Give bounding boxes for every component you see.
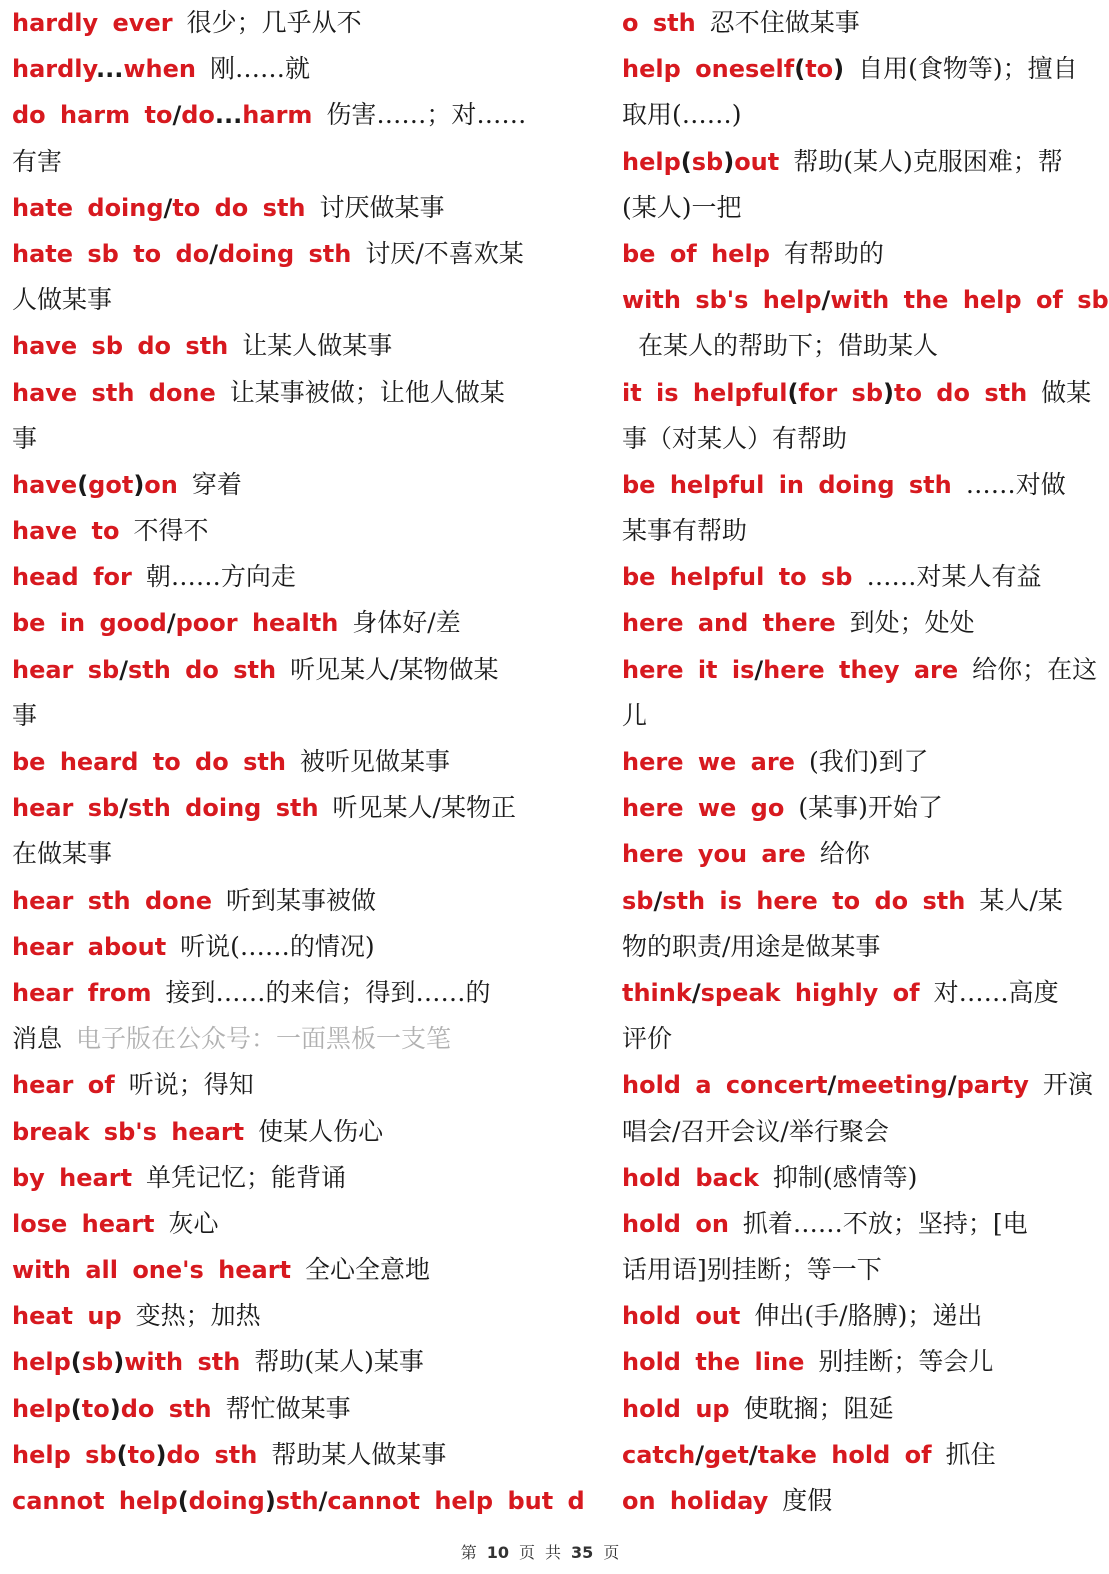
english-phrase: think/speak highly of — [622, 978, 920, 1007]
vocab-line — [622, 1386, 1072, 1432]
chinese-meaning: 讨厌做某事 — [319, 192, 445, 222]
chinese-meaning: 听说(……的情况) — [180, 931, 375, 961]
english-phrase: here we are — [622, 748, 795, 776]
chinese-meaning: (我们)到了 — [808, 747, 929, 776]
english-phrase: hear from — [12, 978, 152, 1007]
vocab-line — [12, 462, 527, 508]
chinese-meaning: 某人/某 — [979, 885, 1063, 915]
chinese-meaning: 自用(食物等)；擅自 — [858, 54, 1078, 84]
chinese-meaning: 事 — [12, 423, 38, 453]
chinese-meaning: 听到某事被做 — [225, 885, 376, 915]
english-phrase: hear about — [12, 932, 167, 961]
vocab-line — [622, 1155, 1072, 1201]
english-phrase: hear sb/sth doing sth — [12, 794, 319, 823]
chinese-meaning: 做某 — [1041, 377, 1092, 407]
chinese-meaning: 别挂断；等会儿 — [818, 1347, 994, 1377]
chinese-meaning: 不得不 — [133, 516, 209, 546]
vocab-line — [12, 739, 527, 785]
english-phrase: by heart — [12, 1163, 133, 1192]
chinese-meaning: 某事有帮助 — [622, 516, 748, 546]
vocab-line — [12, 231, 527, 277]
chinese-meaning: 话用语]别挂断；等一下 — [622, 1255, 882, 1285]
english-phrase: here it is/here they are — [622, 655, 959, 684]
vocab-line — [622, 924, 1072, 970]
chinese-meaning: 刚……就 — [209, 54, 310, 84]
vocab-line — [12, 647, 527, 693]
english-phrase: hear sth done — [12, 886, 212, 915]
vocab-line — [622, 554, 1072, 600]
chinese-meaning: 单凭记忆；能背诵 — [146, 1162, 347, 1192]
english-phrase: with sb's help/with the help of sb — [622, 286, 1109, 315]
right-column — [622, 0, 1109, 1524]
chinese-meaning: 给你 — [819, 839, 870, 869]
vocab-line — [12, 785, 527, 831]
vocab-line — [622, 185, 1072, 231]
chinese-meaning: 帮助某人做某事 — [271, 1439, 447, 1469]
chinese-meaning: 有帮助的 — [783, 238, 884, 268]
english-phrase: have to — [12, 517, 120, 546]
footer-page-number: 10 — [486, 1543, 509, 1562]
vocab-line — [12, 1109, 527, 1155]
vocab-line — [12, 1478, 585, 1524]
chinese-meaning: 人做某事 — [12, 285, 113, 315]
chinese-meaning: 灰心 — [168, 1208, 219, 1238]
footer-suffix: 页 — [603, 1543, 620, 1562]
english-phrase: here we go — [622, 794, 785, 823]
vocab-line — [622, 693, 1072, 739]
english-phrase: help sb(to)do sth — [12, 1440, 258, 1469]
english-phrase: help(sb)out — [622, 147, 780, 176]
vocab-line — [622, 1062, 1093, 1108]
english-phrase: hold the line — [622, 1348, 805, 1377]
english-phrase: hold out — [622, 1302, 741, 1331]
vocab-line — [622, 600, 1072, 646]
vocab-line — [12, 46, 527, 92]
vocab-line — [622, 647, 1098, 693]
english-phrase: help(to)do sth — [12, 1394, 212, 1423]
chinese-meaning: 穿着 — [191, 469, 242, 499]
chinese-meaning: 唱会/召开会议/举行聚会 — [622, 1116, 889, 1146]
chinese-meaning: 让某人做某事 — [242, 331, 393, 361]
footer-prefix: 第 — [460, 1543, 477, 1562]
vocab-line — [622, 370, 1092, 416]
chinese-meaning: 对……高度 — [933, 977, 1059, 1007]
chinese-meaning: 在做某事 — [12, 839, 113, 869]
english-phrase: be of help — [622, 239, 770, 268]
vocab-line — [622, 970, 1072, 1016]
vocab-line — [622, 831, 1072, 877]
english-phrase: hear of — [12, 1071, 115, 1100]
vocab-line — [12, 1432, 527, 1478]
vocab-line — [622, 416, 1072, 462]
vocab-line — [12, 1062, 527, 1108]
english-phrase: have(got)on — [12, 470, 178, 499]
vocab-line — [12, 554, 527, 600]
chinese-meaning: 给你；在这 — [972, 654, 1098, 684]
vocab-line — [12, 878, 527, 924]
chinese-meaning: 伸出(手/胳膊)；递出 — [754, 1301, 983, 1331]
english-phrase: on holiday — [622, 1487, 769, 1515]
vocab-line — [12, 831, 527, 877]
chinese-meaning: 儿 — [622, 700, 648, 730]
vocab-line — [622, 1247, 1072, 1293]
vocab-line — [12, 1155, 527, 1201]
english-phrase: help oneself(to) — [622, 55, 845, 84]
vocab-line — [622, 323, 1072, 369]
chinese-meaning: 在某人的帮助下；借助某人 — [638, 331, 939, 361]
chinese-meaning: 接到……的来信；得到……的 — [165, 977, 491, 1007]
chinese-meaning: 评价 — [622, 1024, 673, 1054]
english-phrase: hardly ever — [12, 9, 173, 37]
chinese-meaning: (某事)开始了 — [798, 793, 943, 823]
english-phrase: with all one's heart — [12, 1256, 292, 1285]
left-column — [12, 0, 585, 1524]
english-phrase: heat up — [12, 1302, 122, 1331]
chinese-meaning: 伤害……；对…… — [326, 100, 527, 130]
vocab-line — [12, 924, 527, 970]
vocab-line — [622, 508, 1072, 554]
vocab-line — [12, 1247, 527, 1293]
vocab-line — [622, 785, 1072, 831]
vocab-line — [622, 231, 1072, 277]
vocab-line — [12, 92, 527, 138]
vocab-line — [622, 277, 1109, 323]
english-phrase: be heard to do sth — [12, 748, 286, 776]
chinese-meaning: 使耽搁；阻延 — [743, 1393, 894, 1423]
english-phrase: hate sb to do/doing sth — [12, 239, 352, 268]
chinese-meaning: 抓着……不放；坚持；[电 — [742, 1208, 1028, 1238]
english-phrase: hold a concert/meeting/party — [622, 1071, 1029, 1100]
english-phrase: break sb's heart — [12, 1117, 245, 1146]
watermark-note: 电子版在公众号：一面黑板一支笔 — [76, 1024, 452, 1054]
chinese-meaning: 很少；几乎从不 — [186, 8, 362, 37]
vocab-line — [622, 1201, 1072, 1247]
vocab-line — [622, 1432, 1072, 1478]
vocab-line — [12, 693, 527, 739]
english-phrase: catch/get/take hold of — [622, 1440, 932, 1469]
english-phrase: here and there — [622, 609, 836, 638]
chinese-meaning: 有害 — [12, 146, 63, 176]
footer-page-unit: 页 — [518, 1543, 535, 1562]
page-footer — [0, 1540, 1080, 1563]
chinese-meaning: 事 — [12, 700, 38, 730]
chinese-meaning: 帮助(某人)某事 — [254, 1347, 424, 1377]
chinese-meaning: 被听见做某事 — [299, 747, 450, 776]
chinese-meaning: 物的职责/用途是做某事 — [622, 931, 881, 961]
english-phrase: do harm to/do...harm — [12, 101, 313, 130]
chinese-meaning: 全心全意地 — [305, 1255, 431, 1285]
vocab-line — [12, 0, 527, 46]
vocab-line — [12, 1201, 527, 1247]
chinese-meaning: 开演 — [1042, 1070, 1093, 1100]
english-phrase: hear sb/sth do sth — [12, 655, 277, 684]
vocab-line — [12, 1386, 527, 1432]
english-phrase: be helpful in doing sth — [622, 470, 952, 499]
chinese-meaning: 忍不住做某事 — [709, 8, 860, 37]
chinese-meaning: 听见某人/某物正 — [332, 793, 516, 823]
vocab-line — [12, 970, 527, 1016]
english-phrase: hate doing/to do sth — [12, 193, 306, 222]
chinese-meaning: 帮忙做某事 — [225, 1393, 351, 1423]
english-phrase: hold back — [622, 1163, 759, 1192]
vocab-line — [12, 277, 527, 323]
chinese-meaning: 取用(……) — [622, 100, 742, 130]
vocab-line — [12, 370, 527, 416]
vocab-line — [622, 878, 1072, 924]
english-phrase: lose heart — [12, 1209, 155, 1238]
vocab-line — [622, 139, 1072, 185]
chinese-meaning: 使某人伤心 — [258, 1116, 384, 1146]
english-phrase: be in good/poor health — [12, 609, 339, 638]
vocab-line — [12, 185, 527, 231]
vocab-line — [12, 508, 527, 554]
chinese-meaning: 变热；加热 — [135, 1301, 261, 1331]
chinese-meaning: 抑制(感情等) — [772, 1162, 918, 1192]
chinese-meaning: ……对某人有益 — [866, 562, 1042, 592]
footer-total-label: 共 — [545, 1543, 562, 1562]
chinese-meaning: 让某事被做；让他人做某 — [229, 377, 505, 407]
chinese-meaning: (某人)一把 — [622, 192, 742, 222]
vocab-line — [622, 462, 1072, 508]
vocab-line — [622, 92, 1072, 138]
footer-total-pages: 35 — [571, 1543, 594, 1562]
chinese-meaning: 讨厌/不喜欢某 — [365, 238, 524, 268]
chinese-meaning: 到处；处处 — [849, 608, 975, 638]
chinese-meaning: 消息 — [12, 1024, 63, 1054]
english-phrase: hold up — [622, 1394, 730, 1423]
vocab-line — [12, 1016, 527, 1062]
english-phrase: sb/sth is here to do sth — [622, 886, 966, 915]
vocab-line — [622, 46, 1078, 92]
chinese-meaning: 帮助(某人)克服困难；帮 — [793, 146, 1063, 176]
chinese-meaning: ……对做 — [965, 469, 1066, 499]
vocab-line — [12, 1293, 527, 1339]
chinese-meaning: 听见某人/某物做某 — [290, 654, 499, 684]
english-phrase: have sb do sth — [12, 332, 229, 361]
vocab-line — [622, 1109, 1072, 1155]
chinese-meaning: 事（对某人）有帮助 — [622, 423, 848, 453]
vocab-line — [622, 739, 1072, 785]
vocab-line — [622, 1478, 1072, 1524]
vocab-line — [12, 416, 527, 462]
english-phrase: head for — [12, 563, 132, 592]
english-phrase: hardly...when — [12, 55, 196, 84]
english-phrase: hold on — [622, 1209, 729, 1238]
vocab-line — [12, 600, 527, 646]
chinese-meaning: 抓住 — [945, 1439, 996, 1469]
vocab-line — [622, 1016, 1072, 1062]
english-phrase: help(sb)with sth — [12, 1348, 241, 1377]
vocab-line — [12, 323, 527, 369]
vocab-line — [622, 1339, 1072, 1385]
english-phrase: here you are — [622, 840, 806, 869]
english-phrase: o sth — [622, 9, 696, 37]
vocab-line — [12, 1339, 527, 1385]
english-phrase: it is helpful(for sb)to do sth — [622, 378, 1028, 407]
vocab-line — [622, 1293, 1072, 1339]
chinese-meaning: 身体好/差 — [352, 608, 461, 638]
chinese-meaning: 听说；得知 — [128, 1070, 254, 1100]
vocab-line — [12, 139, 527, 185]
vocab-line — [622, 0, 1072, 46]
english-phrase: cannot help(doing)sth/cannot help but d — [12, 1487, 585, 1515]
english-phrase: be helpful to sb — [622, 563, 853, 592]
chinese-meaning: 度假 — [782, 1486, 833, 1515]
english-phrase: have sth done — [12, 378, 216, 407]
chinese-meaning: 朝……方向走 — [145, 562, 296, 592]
